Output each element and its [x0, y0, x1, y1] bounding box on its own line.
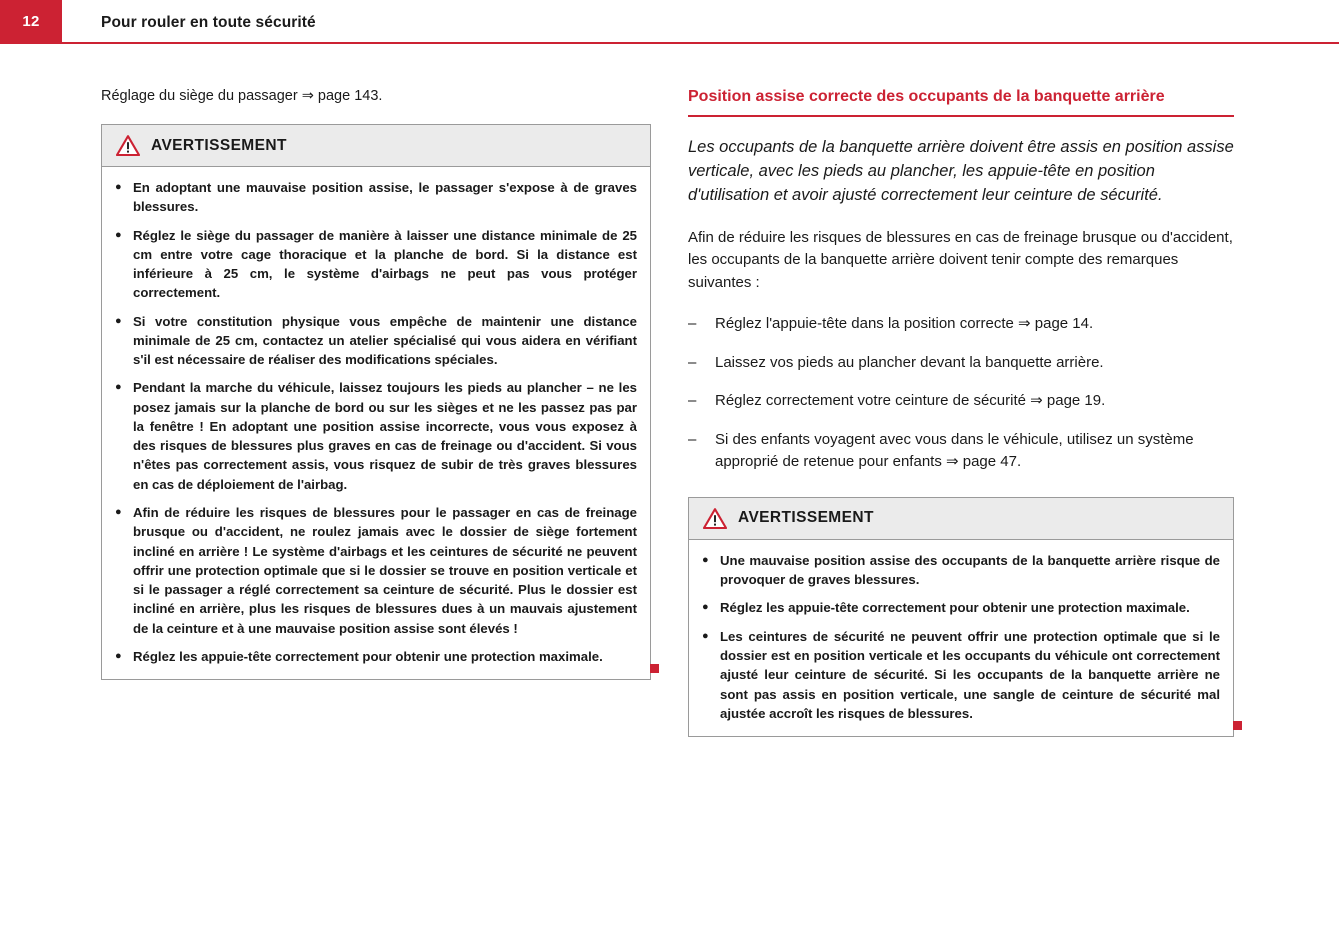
list-item-text: Réglez correctement votre ceinture de sécurité ⇒ page 19.	[715, 392, 1106, 410]
left-column	[101, 86, 651, 680]
header-divider	[0, 42, 1339, 44]
warning-item-text: Afin de réduire les risques de blessures pour le passager en cas de freinage brusque ou d'accident, ne roulez jamais avec le dossier de siège fortement incliné en arrière ! Le système d'airbags et les ceintures de sécurité ne peuvent offrir une protection optimale que si le dossier se trouve en position verticale et si le passager a réglé correctement sa ceinture de sécurité. Plus le dossier est incliné en arrière, plus les risques de blessures dues à un mauvais ajustement de la ceinture et à une mauvaise position assise sont élevés !	[133, 505, 637, 636]
warning-item	[115, 378, 637, 494]
list-item	[688, 313, 1234, 336]
bullet-icon: ●	[115, 506, 122, 518]
warning-header	[689, 498, 1233, 540]
bullet-icon: ●	[115, 228, 122, 241]
bullet-icon: ●	[115, 314, 122, 327]
warning-triangle-icon	[116, 135, 140, 156]
warning-body	[689, 540, 1233, 736]
list-item	[688, 429, 1234, 474]
warning-body	[102, 167, 650, 679]
warning-item-text: Si votre constitution physique vous empêche de maintenir une distance minimale de 25 cm, contactez un atelier spécialisé qui vous aidera en vérifiant s'il est nécessaire de réaliser des modifications spéciales.	[133, 313, 637, 368]
dash-marker: –	[688, 353, 697, 371]
bullet-icon: ●	[115, 381, 122, 394]
section-paragraph: Afin de réduire les risques de blessures en cas de freinage brusque ou d'accident, les occupants de la banquette arrière doivent tenir compte des remarques suivantes :	[688, 228, 1233, 291]
dash-marker: –	[688, 392, 697, 410]
warning-item	[115, 647, 637, 666]
section-lead: Les occupants de la banquette arrière doivent être assis en position assise verticale, avec les pieds au plancher, les appuie-tête en position d'utilisation et avoir ajusté correctement leur ceinture de sécurité.	[688, 137, 1234, 204]
right-column	[688, 86, 1234, 737]
section-title: Position assise correcte des occupants de la banquette arrière	[688, 88, 1165, 105]
warning-triangle-icon	[703, 508, 727, 529]
list-item-text: Si des enfants voyagent avec vous dans le véhicule, utilisez un système approprié de retenue pour enfants ⇒ page 47.	[715, 430, 1194, 471]
bullet-icon: ●	[702, 629, 709, 642]
page-number: 12	[0, 0, 62, 42]
warning-item	[115, 178, 637, 217]
warning-item	[702, 551, 1220, 590]
dash-marker: –	[688, 315, 697, 333]
bullet-icon: ●	[702, 553, 709, 566]
warning-item	[115, 226, 637, 303]
section-end-marker	[650, 664, 659, 673]
section-divider	[688, 115, 1234, 117]
warning-item-text: Pendant la marche du véhicule, laissez toujours les pieds au plancher – ne les posez jamais sur la planche de bord ou sur les sièges et ne les passez pas par la fenêtre ! En adoptant une position assise incorrecte, vous vous exposez à des risques de blessures plus graves en cas de freinage ou d'accident. Si vous n'êtes pas correctement assis, vous risquez de subir de très graves blessures en cas de déploiement de l'airbag.	[133, 380, 637, 492]
page-header	[0, 0, 1339, 44]
intro-text: Réglage du siège du passager ⇒ page 143.	[101, 88, 383, 104]
list-item	[688, 352, 1234, 375]
bullet-icon: ●	[115, 649, 122, 662]
warning-item-text: Réglez les appuie-tête correctement pour obtenir une protection maximale.	[133, 648, 603, 664]
bullet-icon: ●	[115, 181, 122, 194]
dash-marker: –	[688, 430, 697, 448]
warning-item-text: En adoptant une mauvaise position assise, le passager s'expose à de graves blessures.	[133, 180, 637, 215]
warning-box-right	[688, 497, 1234, 737]
warning-item-text: Les ceintures de sécurité ne peuvent offrir une protection optimale que si le dossier est en position verticale et les occupants du véhicule ont correctement ajusté leur ceinture de sécurité. Si les occupants de la banquette arrière ne sont pas assis en position verticale, une sangle de ceinture de sécurité mal ajustée accroît les risques de blessures.	[720, 628, 1220, 721]
warning-item	[115, 312, 637, 370]
warning-item	[702, 598, 1220, 617]
warning-item-text: Réglez les appuie-tête correctement pour obtenir une protection maximale.	[720, 600, 1190, 616]
list-item-text: Réglez l'appuie-tête dans la position correcte ⇒ page 14.	[715, 315, 1094, 333]
warning-item-text: Une mauvaise position assise des occupants de la banquette arrière risque de provoquer de graves blessures.	[720, 552, 1220, 588]
warning-item-text: Réglez le siège du passager de manière à laisser une distance minimale de 25 cm entre votre cage thoracique et la planche de bord. Si la distance est inférieure à 25 cm, le système d'airbags ne peut pas vous protéger correctement.	[133, 227, 637, 301]
warning-item	[115, 503, 637, 638]
bullet-icon: ●	[702, 601, 709, 614]
instruction-list	[688, 313, 1234, 474]
warning-title: AVERTISSEMENT	[738, 509, 874, 527]
list-item-text: Laissez vos pieds au plancher devant la banquette arrière.	[715, 353, 1104, 371]
list-item	[688, 390, 1234, 413]
warning-header	[102, 125, 650, 167]
warning-title: AVERTISSEMENT	[151, 136, 287, 154]
warning-item	[702, 627, 1220, 723]
section-end-marker	[1233, 721, 1242, 730]
page-title: Pour rouler en toute sécurité	[101, 14, 316, 31]
warning-box-left	[101, 124, 651, 680]
